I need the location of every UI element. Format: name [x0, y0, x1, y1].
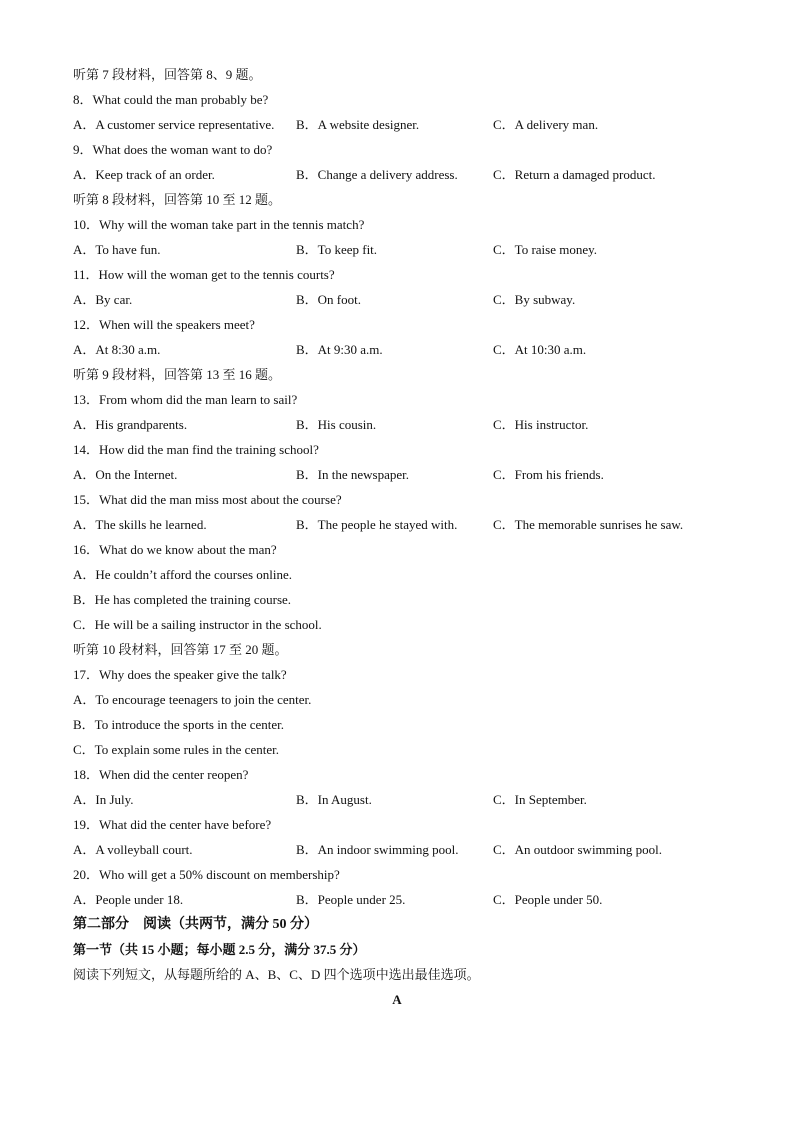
option-b: B．An indoor swimming pool. [296, 842, 459, 857]
text-line: 15．What did the man miss most about the course? [73, 492, 342, 507]
option-a: A．By car. [73, 292, 133, 307]
option-a: A．To have fun. [73, 242, 161, 257]
text-line: 听第 9 段材料，回答第 13 至 16 题。 [73, 367, 282, 382]
option-c: C．A delivery man. [493, 117, 599, 132]
text-line: 20．Who will get a 50% discount on membership? [73, 867, 340, 882]
option-c: C．At 10:30 a.m. [493, 342, 587, 357]
option-a: A．At 8:30 a.m. [73, 342, 161, 357]
text-line: 13．From whom did the man learn to sail? [73, 392, 298, 407]
text-line: 14．How did the man find the training school? [73, 442, 319, 457]
text-line: 8．What could the man probably be? [73, 92, 269, 107]
answer-options-row [73, 287, 723, 312]
option-b: B．People under 25. [296, 892, 406, 907]
option-a: A．Keep track of an order. [73, 167, 215, 182]
option-b: B．The people he stayed with. [296, 517, 458, 532]
option-a: A．The skills he learned. [73, 517, 207, 532]
option-a: A．A volleyball court. [73, 842, 193, 857]
text-line: 10．Why will the woman take part in the tennis match? [73, 217, 365, 232]
text-line: 12．When will the speakers meet? [73, 317, 255, 332]
passage-label: A [392, 992, 402, 1007]
text-line: B．To introduce the sports in the center. [73, 717, 285, 732]
section-subtitle: 第一节（共 15 小题；每小题 2.5 分，满分 37.5 分） [73, 942, 366, 957]
option-b: B．In the newspaper. [296, 467, 410, 482]
text-line: 听第 10 段材料，回答第 17 至 20 题。 [73, 642, 288, 657]
answer-options-row [73, 887, 723, 912]
text-line: 听第 8 段材料，回答第 10 至 12 题。 [73, 192, 282, 207]
option-c: C．From his friends. [493, 467, 604, 482]
option-b: B．Change a delivery address. [296, 167, 458, 182]
text-line: 18．When did the center reopen? [73, 767, 249, 782]
answer-options-row [73, 787, 723, 812]
option-c: C．Return a damaged product. [493, 167, 656, 182]
answer-options-row [73, 837, 723, 862]
option-b: B．In August. [296, 792, 372, 807]
option-c: C．In September. [493, 792, 587, 807]
text-line: 17．Why does the speaker give the talk? [73, 667, 287, 682]
text-line: A．He couldn’t afford the courses online. [73, 567, 293, 582]
option-b: B．At 9:30 a.m. [296, 342, 383, 357]
text-line: C．To explain some rules in the center. [73, 742, 279, 757]
option-c: C．An outdoor swimming pool. [493, 842, 663, 857]
text-line: 19．What did the center have before? [73, 817, 272, 832]
text-line: A．To encourage teenagers to join the center. [73, 692, 312, 707]
answer-options-row [73, 462, 723, 487]
option-c: C．His instructor. [493, 417, 589, 432]
text-line: 听第 7 段材料，回答第 8、9 题。 [73, 67, 262, 82]
option-b: B．On foot. [296, 292, 362, 307]
answer-options-row [73, 237, 723, 262]
option-a: A．People under 18. [73, 892, 184, 907]
text-line: 阅读下列短文，从每题所给的 A、B、C、D 四个选项中选出最佳选项。 [73, 967, 480, 982]
answer-options-row [73, 337, 723, 362]
section-title: 第二部分 阅读（共两节，满分 50 分） [73, 917, 318, 932]
option-c: C．By subway. [493, 292, 576, 307]
option-a: A．On the Internet. [73, 467, 178, 482]
option-a: A．In July. [73, 792, 134, 807]
option-c: C．The memorable sunrises he saw. [493, 517, 684, 532]
text-line: 9．What does the woman want to do? [73, 142, 273, 157]
text-line: B．He has completed the training course. [73, 592, 292, 607]
answer-options-row [73, 162, 723, 187]
option-b: B．A website designer. [296, 117, 420, 132]
answer-options-row [73, 112, 723, 137]
option-c: C．People under 50. [493, 892, 603, 907]
text-line: C．He will be a sailing instructor in the school. [73, 617, 322, 632]
option-a: A．A customer service representative. [73, 117, 275, 132]
option-c: C．To raise money. [493, 242, 598, 257]
option-b: B．His cousin. [296, 417, 377, 432]
option-a: A．His grandparents. [73, 417, 188, 432]
text-line: 11．How will the woman get to the tennis courts? [73, 267, 335, 282]
text-line: 16．What do we know about the man? [73, 542, 277, 557]
option-b: B．To keep fit. [296, 242, 378, 257]
answer-options-row [73, 412, 723, 437]
answer-options-row [73, 512, 723, 537]
